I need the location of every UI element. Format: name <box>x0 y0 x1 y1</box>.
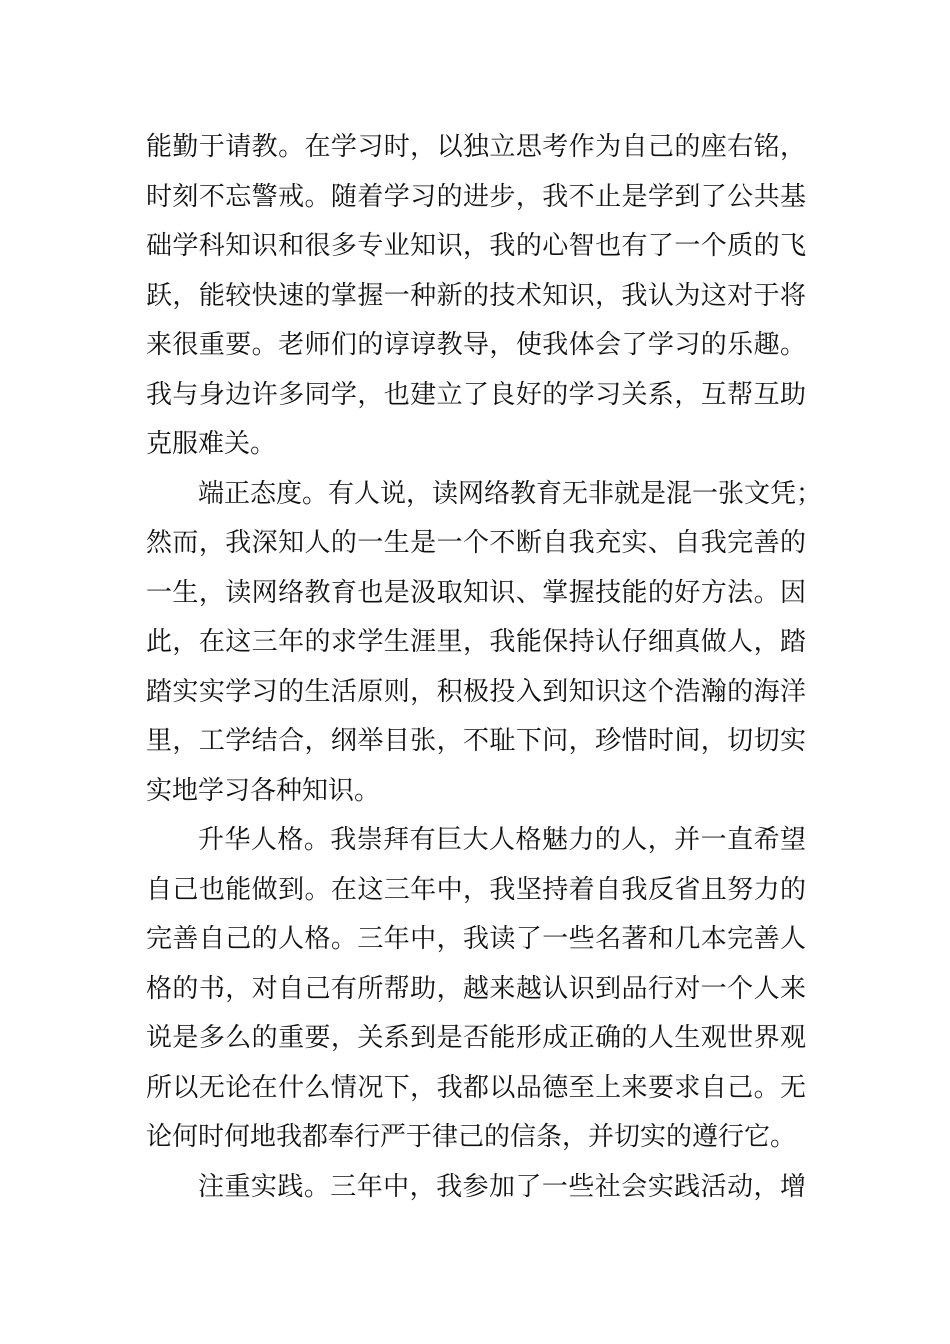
text-line: 论何时何地我都奉行严于律己的信条，并切实的遵行它。 <box>146 1122 797 1152</box>
text-line: 完善自己的人格。三年中，我读了一些名著和几本完善人 <box>146 924 806 954</box>
text-line: 此，在这三年的求学生涯里，我能保持认仔细真做人，踏 <box>146 627 806 657</box>
text-line: 里，工学结合，纲举目张，不耻下问，珍惜时间，切切实 <box>146 726 806 756</box>
text-line: 升华人格。我崇拜有巨大人格魅力的人，并一直希望 <box>198 825 806 855</box>
text-line: 跃，能较快速的掌握一种新的技术知识，我认为这对于将 <box>146 280 806 311</box>
text-line: 踏实实学习的生活原则，积极投入到知识这个浩瀚的海洋 <box>146 676 806 707</box>
text-line: 克服难关。 <box>146 429 277 459</box>
text-line: 实地学习各种知识。 <box>146 775 381 806</box>
text-line: 端正态度。有人说，读网络教育无非就是混一张文凭； <box>198 478 823 509</box>
text-line: 说是多么的重要，关系到是否能形成正确的人生观世界观 <box>146 1023 806 1053</box>
text-line: 一生，读网络教育也是汲取知识、掌握技能的好方法。因 <box>146 577 806 608</box>
text-line: 能勤于请教。在学习时，以独立思考作为自己的座右铭， <box>146 132 806 162</box>
text-line: 格的书，对自己有所帮助，越来越认识到品行对一个人来 <box>146 973 806 1004</box>
document-body <box>146 123 823 1212</box>
text-line: 然而，我深知人的一生是一个不断自我充实、自我完善的 <box>146 528 806 558</box>
text-line: 来很重要。老师们的谆谆教导，使我体会了学习的乐趣。 <box>146 330 806 360</box>
text-line: 我与身边许多同学，也建立了良好的学习关系，互帮互助 <box>146 379 806 410</box>
text-line: 注重实践。三年中，我参加了一些社会实践活动，增 <box>198 1171 806 1202</box>
text-line: 础学科知识和很多专业知识，我的心智也有了一个质的飞 <box>146 231 806 261</box>
text-line: 自己也能做到。在这三年中，我坚持着自我反省且努力的 <box>146 874 806 905</box>
text-line: 时刻不忘警戒。随着学习的进步，我不止是学到了公共基 <box>146 181 806 212</box>
text-line: 所以无论在什么情况下，我都以品德至上来要求自己。无 <box>146 1072 806 1103</box>
